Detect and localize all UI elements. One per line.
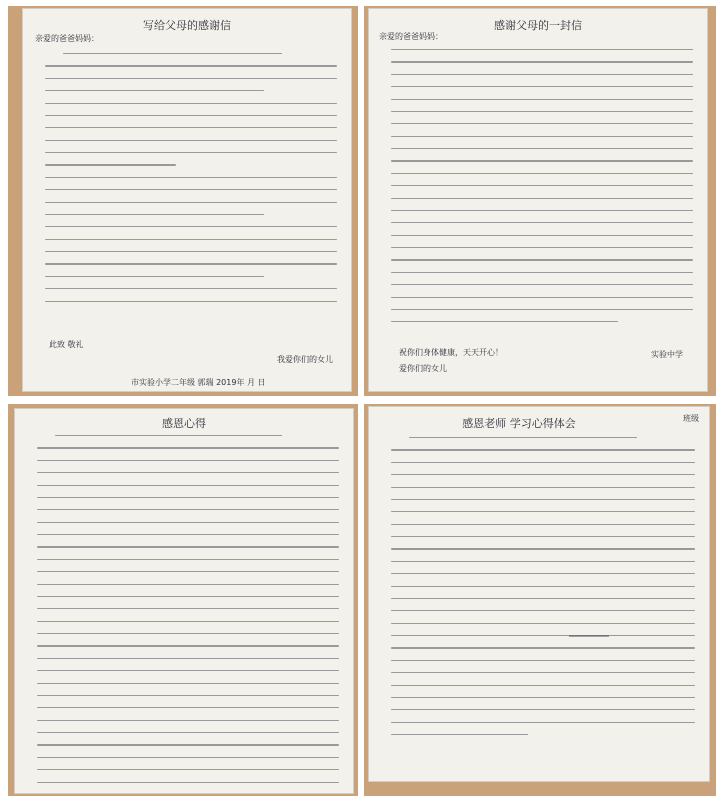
letter-footer: 市实验小学二年级 郭瑞 2019年 月 日 <box>131 378 266 387</box>
letter-paper <box>22 8 352 392</box>
letter-photo-2 <box>364 6 716 396</box>
letter-footer: 实验中学 <box>651 350 683 359</box>
letter-paper <box>368 8 708 392</box>
handwritten-lines <box>391 49 693 334</box>
letter-signoff: 此致 敬礼 <box>49 340 84 349</box>
letter-signature: 我爱你们的女儿 <box>277 355 333 364</box>
letter-signoff: 祝你们身体健康，天天开心！ <box>399 348 503 357</box>
letter-photo-1 <box>8 6 358 396</box>
letter-greeting: 亲爱的爸爸妈妈： <box>379 32 443 41</box>
letter-title: 感谢父母的一封信 <box>494 19 582 32</box>
letter-paper <box>368 406 710 782</box>
letter-title: 感恩心得 <box>162 417 206 430</box>
letter-title: 感恩老师 学习心得体会 <box>462 417 576 430</box>
letter-footer: 班级 <box>683 414 699 423</box>
letter-greeting: 亲爱的爸爸妈妈： <box>35 34 99 43</box>
handwritten-lines <box>391 437 695 746</box>
letter-paper <box>14 408 354 794</box>
letter-title: 写给父母的感谢信 <box>143 19 231 32</box>
handwritten-lines <box>45 53 337 313</box>
letter-photo-4 <box>364 404 716 796</box>
crossed-out-mark <box>569 635 609 637</box>
letter-photo-3 <box>8 404 358 796</box>
handwritten-lines <box>37 435 339 794</box>
letter-signature: 爱你们的女儿 <box>399 364 447 373</box>
